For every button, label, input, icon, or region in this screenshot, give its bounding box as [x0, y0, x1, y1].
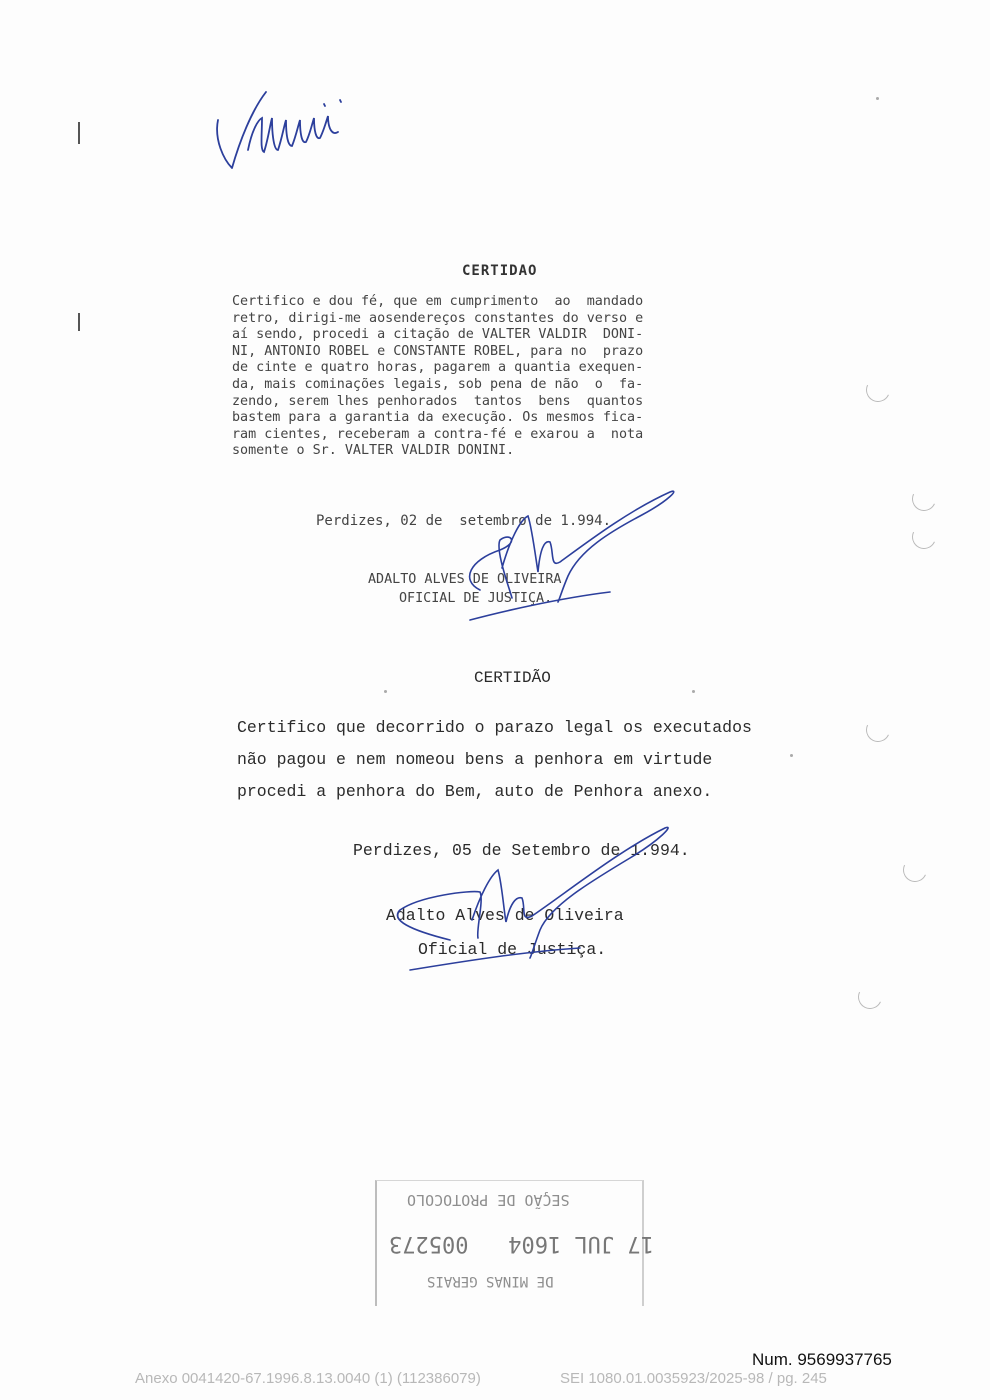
certidao-2-title: CERTIDÃO — [474, 669, 551, 687]
margin-mark-top — [78, 122, 80, 144]
margin-mark-middle — [78, 313, 80, 331]
speck — [384, 690, 387, 693]
body-line: não pagou e nem nomeou bens a penhora em virtude — [237, 750, 713, 769]
body-line: bastem para a garantia da execução. Os mesmos fica- — [232, 410, 644, 426]
annex-reference: Anexo 0041420-67.1996.8.13.0040 (1) (112386079) — [135, 1370, 481, 1387]
stamp-line-1: SEÇÃO DE PROTOCOLO — [407, 1191, 570, 1209]
body-line: retro, dirigi-me aosendereços constantes do verso e — [232, 310, 644, 326]
speck — [876, 97, 879, 100]
certidao-2-body — [237, 712, 817, 808]
punch-hole — [855, 982, 886, 1013]
certidao-1-place-date: Perdizes, 02 de setembro de 1.994. — [316, 513, 612, 529]
certidao-1-officer-name: ADALTO ALVES DE OLIVEIRA — [368, 572, 562, 587]
certidao-1-body — [232, 294, 792, 460]
body-line: ram cientes, receberam a contra-fé e exarou a nota — [232, 426, 644, 442]
body-line: da, mais cominações legais, sob pena de não o fa- — [232, 376, 644, 392]
sei-reference: SEI 1080.01.0035923/2025-98 / pg. 245 — [560, 1370, 827, 1387]
stamp-line-2: 17 JUL 1604 005273 — [389, 1231, 654, 1256]
certidao-2-officer-role: Oficial de Justiça. — [418, 940, 607, 959]
initials-signature — [200, 80, 370, 180]
punch-hole — [909, 484, 940, 515]
body-line: Certifico que decorrido o parazo legal os executados — [237, 718, 752, 737]
certidao-2-place-date: Perdizes, 05 de Setembro de 1.994. — [353, 841, 690, 860]
punch-hole — [863, 715, 894, 746]
stamp-line-3: DE MINAS GERAIS — [427, 1273, 554, 1289]
protocol-stamp — [375, 1180, 654, 1306]
document-number: Num. 9569937765 — [752, 1350, 892, 1369]
body-line: de cinte e quatro horas, pagarem a quantia exequen- — [232, 360, 644, 376]
punch-hole — [900, 855, 931, 886]
certidao-1-officer-role: OFICIAL DE JUSTIÇA. — [399, 591, 553, 606]
punch-hole — [863, 375, 894, 406]
certidao-1-title: CERTIDAO — [462, 263, 538, 279]
body-line: Certifico e dou fé, que em cumprimento ao mandado — [232, 294, 644, 309]
body-line: procedi a penhora do Bem, auto de Penhora anexo. — [237, 782, 713, 801]
body-line: NI, ANTONIO ROBEL e CONSTANTE ROBEL, para no prazo — [232, 343, 644, 359]
certidao-2-officer-name: Adalto Alves de Oliveira — [386, 906, 624, 925]
officer-signature-1 — [440, 480, 690, 630]
body-line: aí sendo, procedi a citação de VALTER VALDIR DONI- — [232, 327, 644, 343]
speck — [692, 690, 695, 693]
body-line: somente o Sr. VALTER VALDIR DONINI. — [232, 443, 515, 459]
body-line: zendo, serem lhes penhorados tantos bens quantos — [232, 393, 644, 409]
punch-hole — [909, 522, 940, 553]
